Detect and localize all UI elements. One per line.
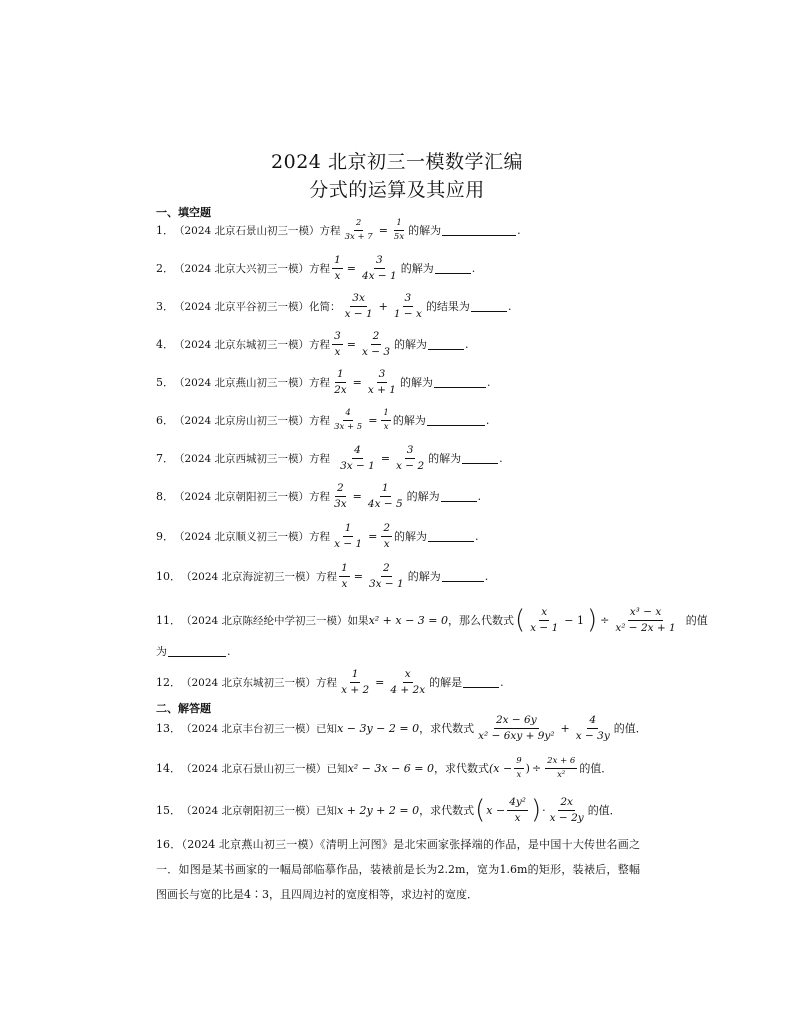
question-source: （2024 北京大兴初三一模）方程 [174,262,331,275]
right-paren: ) [586,605,598,635]
question-source: （2024 北京房山初三一模）方程 [174,414,331,427]
denominator: x² − 6xy + 9y² [478,729,555,742]
fraction [476,715,556,741]
equals-sign: = [375,675,385,689]
fraction [574,715,612,741]
fraction [366,483,405,509]
condition-expression: x² + x − 3 = 0 [368,613,449,627]
denominator: x [516,769,522,780]
question-4 [156,327,469,361]
answer-blank [462,453,498,464]
numerator: 4 [343,409,352,421]
numerator: 1 [339,563,350,577]
plus-sign: + [378,299,388,313]
period: . [484,569,489,583]
denominator: x + 1 [367,383,396,396]
numerator: 2x [558,797,575,811]
fraction [332,255,343,281]
denominator: x [334,345,341,358]
fraction [338,445,377,471]
section-heading-solve: 二、解答题 [156,702,211,715]
question-1 [156,213,521,247]
denominator: 3x + 5 [334,421,363,432]
question-number: 5． [156,376,174,389]
question-11 [156,600,708,640]
condition-expression: x − 3y − 2 = 0 [337,721,420,735]
denominator: x − 2y [549,811,584,824]
numerator: 4 [587,715,598,729]
equals-sign: = [346,337,356,351]
fraction [545,757,577,779]
question-number: 10． [156,570,181,583]
question-number: 3． [156,300,174,313]
question-source: （2024 北京朝阳初三一模）方程 [174,490,331,503]
denominator: x [514,811,521,824]
denominator: 3x + 7 [344,231,373,242]
fraction [392,219,406,241]
question-number: 9． [156,530,174,543]
denominator: x [383,421,389,432]
question-9 [156,519,479,553]
question-line2: 为 [156,645,167,658]
denominator: 1 − x [393,307,422,320]
question-10 [156,559,488,593]
expression-close: ) [525,761,530,775]
question-tail: 的值． [579,762,613,775]
answer-blank [428,339,464,350]
denominator: 4x − 5 [367,497,403,510]
question-mid: ，求代数式 [419,804,475,817]
question-6 [156,403,489,437]
question-source: （2024 北京东城初三一模）方程 [174,338,331,351]
question-mid: ，求代数式 [434,762,490,775]
numerator: x³ − x [628,607,664,621]
denominator: x − 3 [361,345,391,358]
expression-prefix: (x − [489,761,513,775]
numerator: 2x + 6 [545,757,577,769]
fraction [613,607,677,633]
question-12 [156,665,504,699]
question-number: 11． [156,614,181,627]
fraction [388,669,427,695]
fraction [332,409,364,431]
period: . [477,489,482,503]
question-7 [156,441,503,475]
fraction [392,293,424,319]
fraction [339,669,371,695]
equals-sign: = [380,451,391,465]
fraction [381,523,392,549]
right-paren: ) [531,795,542,825]
question-number: 7． [156,452,174,465]
question-tail: 的解为 [394,338,428,351]
expression-prefix: x − [486,803,506,817]
numerator: 2 [371,331,382,345]
equals-sign: = [352,489,362,503]
fraction [343,293,375,319]
numerator: 3 [405,445,416,459]
numerator: 1 [335,369,346,383]
question-tail: 的结果为 [425,300,470,313]
numerator: 1 [350,669,361,683]
fraction [332,331,343,357]
condition-expression: x² − 3x − 6 = 0 [347,761,435,775]
denominator: x² [557,769,566,780]
page-title: 2024 北京初三一模数学汇编 [271,151,523,173]
equals-sign: = [378,223,388,237]
period: . [485,413,490,427]
question-tail: 的值． [613,722,647,735]
fraction [360,331,392,357]
numerator: 4y² [507,797,528,811]
denominator: x − 2 [396,459,425,472]
fraction [332,369,349,395]
question-2 [156,251,475,285]
period: . [465,337,469,351]
question-14 [156,751,612,785]
period: . [499,451,503,465]
denominator: x [334,269,341,282]
page-subtitle: 分式的运算及其应用 [309,179,485,201]
denominator: 2x [334,383,347,396]
denominator: x − 1 [344,307,373,320]
period: . [471,261,476,275]
question-tail: 的解为 [428,452,462,465]
numerator: 2 [381,523,392,537]
answer-blank [441,491,477,502]
question-source: （2024 北京朝阳初三一模）已知 [181,804,338,817]
question-3 [156,289,511,323]
denominator: x² − 2x + 1 [615,621,676,634]
denominator: 3x − 1 [340,459,375,472]
equals-sign: = [353,569,363,583]
answer-blank [428,531,474,542]
question-number: 13． [156,722,181,735]
question-tail: 的解为 [394,530,428,543]
condition-expression: x + 2y + 2 = 0 [337,803,420,817]
fraction [394,445,426,471]
question-number: 14． [156,762,181,775]
denominator: 4 + 2x [390,683,426,696]
question-5 [156,365,490,399]
numerator: 3 [403,293,414,307]
fraction [343,219,375,241]
fraction [514,757,523,779]
left-paren: ( [475,795,486,825]
fraction [332,483,349,509]
numerator: 1 [381,409,390,421]
fraction [548,797,586,823]
question-number: 15． [156,804,181,817]
question-15 [156,790,621,830]
denominator: x [341,577,348,590]
answer-blank [471,301,507,312]
numerator: 9 [514,757,523,769]
fraction [366,369,398,395]
fraction [381,409,390,431]
numerator: 1 [343,523,354,537]
numerator: 2 [354,219,363,231]
period: . [486,375,491,389]
answer-blank [434,377,486,388]
question-tail: 的解为 [399,376,433,389]
question-number: 6． [156,414,174,427]
divide-sign: ÷ [600,613,610,627]
period: . [475,529,479,543]
answer-blank [435,263,471,274]
question-number: 4． [156,338,174,351]
answer-blank [427,415,485,426]
equals-sign: = [346,261,356,275]
question-tail: 的值． [587,804,621,817]
question-tail: 的解为 [406,490,440,503]
numerator: x [403,669,413,683]
denominator: x + 2 [341,683,370,696]
numerator: 3x [350,293,367,307]
equals-sign: = [352,375,362,389]
numerator: 2 [335,483,346,497]
question-tail: 的值 [685,614,708,627]
fraction [367,563,406,589]
question-source: （2024 北京石景山初三一模）方程 [174,224,341,237]
question-source: （2024 北京燕山初三一模）方程 [174,376,331,389]
question-tail: 的解为 [408,224,442,237]
numerator: 1 [394,219,403,231]
question-source: （2024 北京顺义初三一模）方程 [174,530,331,543]
question-tail: 的解为 [392,414,426,427]
numerator: 2x − 6y [494,715,539,729]
question-11-line-2 [156,634,231,668]
denominator: 3x [334,497,347,510]
question-mid: ，求代数式 [419,722,475,735]
question-mid: ，那么代数式 [448,614,515,627]
fraction [528,607,560,633]
denominator: 3x − 1 [368,577,404,590]
fraction [339,563,350,589]
answer-blank [463,677,499,688]
numerator: 3 [374,255,385,269]
numerator: x [539,607,549,621]
numerator: 3 [332,331,343,345]
numerator: 1 [332,255,343,269]
answer-blank [442,225,516,236]
numerator: 4 [352,445,363,459]
period: . [227,644,231,658]
denominator: x [383,537,390,550]
period: . [500,675,504,689]
fraction [332,523,364,549]
question-tail: 的解是 [429,676,463,689]
section-heading-fill: 一、填空题 [156,206,211,219]
numerator: 1 [380,483,391,497]
denominator: x − 1 [334,537,363,550]
equals-sign: = [368,529,378,543]
fraction [360,255,399,281]
period: . [507,299,512,313]
minus-one: − 1 [564,613,584,627]
question-source: （2024 北京平谷初三一模）化简： [174,300,341,313]
question-source: （2024 北京西城初三一模）方程 [174,452,331,465]
equals-sign: = [368,413,378,427]
denominator: x − 3y [575,729,610,742]
question-source: （2024 北京海淀初三一模）方程 [181,570,338,583]
question-number: 8． [156,490,174,503]
numerator: 2 [381,563,392,577]
question-number: 12． [156,676,181,689]
question-16: 16．（2024 北京燕山初三一模）《清明上河图》是北宋画家张择端的作品，是中国十大传世名画之一．如图是某书画家的一幅局部临摹作品，装裱前是长为2.2m，宽为1.6m的矩形，装裱后，整幅图画长与宽的比是4∶3，且四周边衬的宽度相等，求边衬的宽度． [156,838,640,901]
question-number: 1． [156,224,174,237]
denominator: 4x − 1 [361,269,397,282]
plus-sign: + [560,721,570,735]
left-paren: ( [515,605,526,635]
question-source: （2024 北京陈经纶中学初三一模）如果 [181,614,369,627]
divide-sign: ÷ [531,761,542,775]
question-source: （2024 北京石景山初三一模）已知 [181,762,348,775]
answer-blank [442,571,484,582]
question-number: 2． [156,262,174,275]
answer-blank [168,646,226,657]
question-tail: 的解为 [407,570,441,583]
period: . [517,223,521,237]
question-source: （2024 北京东城初三一模）方程 [181,676,338,689]
dot-sign: · [542,803,546,817]
question-source: （2024 北京丰台初三一模）已知 [181,722,338,735]
denominator: x − 1 [530,621,559,634]
question-tail: 的解为 [400,262,434,275]
question-13 [156,711,647,745]
fraction [507,797,528,823]
question-8 [156,479,481,513]
denominator: 5x [393,231,405,242]
numerator: 3 [377,369,388,383]
